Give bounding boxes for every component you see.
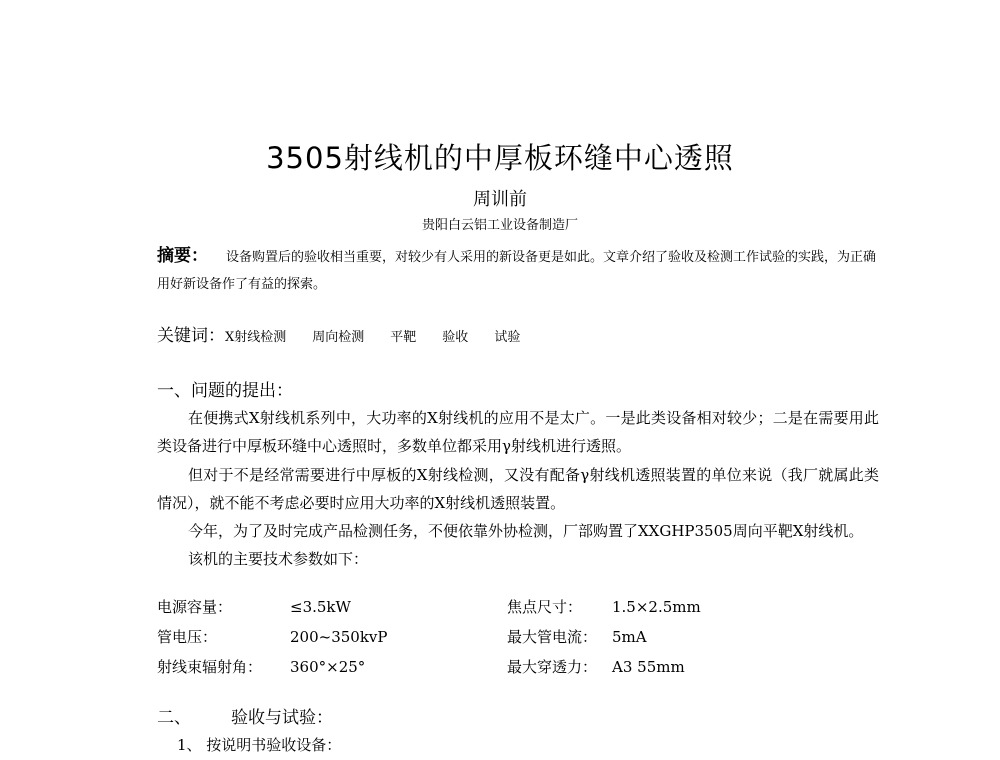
- keywords-label: 关键词：: [157, 326, 225, 346]
- paragraph: 今年，为了及时完成产品检测任务，不便依靠外协检测，厂部购置了XXGHP3505周向平靶X射线机。: [188, 522, 864, 541]
- keyword: 试验: [494, 330, 521, 345]
- section-2-title: 验收与试验：: [231, 708, 333, 728]
- param-label: 管电压：: [157, 628, 218, 646]
- param-value: ≤3.5kW: [290, 598, 351, 616]
- param-value: 1.5×2.5mm: [612, 598, 701, 616]
- section-1-body: [157, 404, 879, 574]
- keyword: 验收: [442, 330, 469, 345]
- param-value: 200~350kvP: [290, 628, 388, 646]
- section-1-heading: 一、问题的提出：: [157, 381, 293, 401]
- parameter-table: [157, 592, 879, 682]
- param-value: A3 55mm: [612, 658, 685, 676]
- param-label: 最大管电流：: [507, 628, 598, 646]
- keywords: [157, 322, 877, 352]
- author-name: 周训前: [473, 189, 527, 210]
- abstract-text: 设备购置后的验收相当重要，对较少有人采用的新设备更是如此。文章介绍了验收及检测工作试验的实践，为正确用好新设备作了有益的探索。: [157, 250, 877, 292]
- paragraph: 但对于不是经常需要进行中厚板的X射线检测，又没有配备γ射线机透照装置的单位来说（我厂就属此类情况），就不能不考虑必要时应用大功率的X射线机透照装置。: [157, 465, 879, 512]
- param-label: 焦点尺寸：: [507, 598, 583, 616]
- param-label: 射线束辐射角：: [157, 658, 263, 676]
- paper-title: 3505射线机的中厚板环缝中心透照: [266, 141, 734, 175]
- parameter-row: [157, 652, 879, 682]
- param-label: 电源容量：: [157, 598, 233, 616]
- param-value: 5mA: [612, 628, 647, 646]
- keyword: 平靶: [390, 330, 417, 345]
- abstract: [157, 243, 877, 298]
- keyword: 周向检测: [312, 330, 365, 345]
- keyword: X射线检测: [225, 330, 287, 345]
- param-value: 360°×25°: [290, 658, 366, 676]
- paragraph: 该机的主要技术参数如下：: [188, 550, 369, 569]
- subsection-1: 1、 按说明书验收设备：: [177, 736, 342, 754]
- paragraph: 在便携式X射线机系列中，大功率的X射线机的应用不是太广。一是此类设备相对较少；二是在需要用此类设备进行中厚板环缝中心透照时，多数单位都采用γ射线机进行透照。: [157, 409, 879, 456]
- parameter-row: [157, 622, 879, 652]
- section-2-number: 二、: [157, 708, 191, 728]
- section-2-heading: [157, 706, 333, 730]
- parameter-row: [157, 592, 879, 622]
- param-label: 最大穿透力：: [507, 658, 598, 676]
- abstract-label: 摘要：: [157, 246, 208, 266]
- affiliation: 贵阳白云铝工业设备制造厂: [421, 218, 578, 233]
